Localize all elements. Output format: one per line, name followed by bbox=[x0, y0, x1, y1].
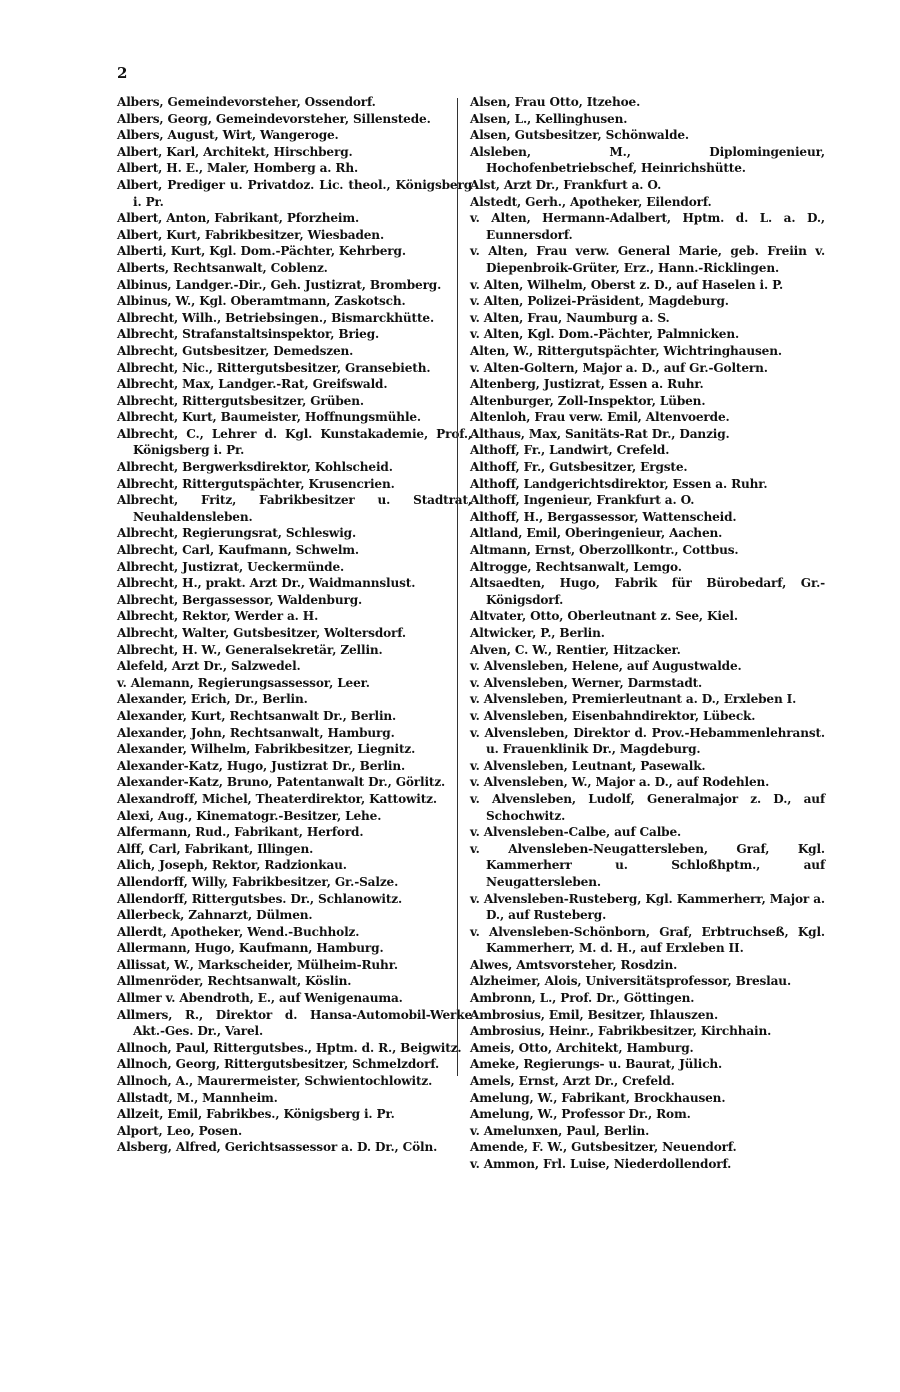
directory-entry: v. Alvensleben, Premierleutnant a. D., Erxleben I. bbox=[470, 692, 797, 707]
directory-entry: Altwicker, P., Berlin. bbox=[470, 626, 605, 640]
directory-entry: v. Alvensleben-Schönborn, Graf, Erbtruchseß, Kgl. Kammerherr, M. d. H., auf Erxleben II. bbox=[470, 924, 825, 956]
directory-entry: v. Alvensleben, Helene, auf Augustwalde. bbox=[470, 659, 742, 674]
directory-entry: v. Alten, Frau, Naumburg a. S. bbox=[470, 310, 670, 325]
directory-entry: Alsen, L., Kellinghusen. bbox=[470, 111, 628, 126]
directory-entry: Alsberg, Alfred, Gerichtsassessor a. D. Dr., Cöln. bbox=[117, 1140, 438, 1155]
directory-entry: Althoff, H., Bergassessor, Wattenscheid. bbox=[470, 509, 737, 524]
directory-entry: Altland, Emil, Oberingenieur, Aachen. bbox=[470, 526, 723, 541]
directory-entry: Allissat, W., Markscheider, Mülheim-Ruhr. bbox=[117, 957, 398, 972]
directory-entry: Altenburger, Zoll-Inspektor, Lüben. bbox=[470, 393, 706, 408]
directory-entry: Allerdt, Apotheker, Wend.-Buchholz. bbox=[117, 924, 360, 939]
directory-entry: Allnoch, Georg, Rittergutsbesitzer, Schmelzdorf. bbox=[117, 1057, 440, 1072]
directory-entry: v. Alten, Frau verw. General Marie, geb. Freiin v. Diepenbroik-Grüter, Erz., Hann.-Ricklingen. bbox=[470, 244, 825, 275]
directory-entry: v. Alvensleben-Rusteberg, Kgl. Kammerherr, Major a. D., auf Rusteberg. bbox=[470, 891, 825, 923]
directory-entry: Alberti, Kurt, Kgl. Dom.-Pächter, Kehrberg. bbox=[117, 244, 406, 259]
directory-entry: Althoff, Landgerichtsdirektor, Essen a. Ruhr. bbox=[470, 476, 768, 491]
directory-entry: Allstadt, M., Mannheim. bbox=[117, 1090, 278, 1105]
directory-entry: Ambrosius, Emil, Besitzer, Ihlauszen. bbox=[470, 1007, 718, 1022]
directory-entry: Albrecht, Carl, Kaufmann, Schwelm. bbox=[117, 543, 359, 558]
directory-entry: Albrecht, Strafanstaltsinspektor, Brieg. bbox=[117, 327, 380, 342]
directory-entry: Altenloh, Frau verw. Emil, Altenvoerde. bbox=[470, 410, 730, 425]
directory-entry: Albrecht, H. W., Generalsekretär, Zellin. bbox=[117, 642, 383, 657]
directory-entry: Alst, Arzt Dr., Frankfurt a. O. bbox=[470, 177, 662, 192]
directory-entry: Altsaedten, Hugo, Fabrik für Bürobedarf, Gr.-Königsdorf. bbox=[470, 576, 825, 607]
directory-entry: Altvater, Otto, Oberleutnant z. See, Kiel. bbox=[470, 609, 738, 624]
directory-entry: Albrecht, Max, Landger.-Rat, Greifswald. bbox=[117, 377, 388, 392]
directory-entry: Albers, Gemeindevorsteher, Ossendorf. bbox=[117, 95, 376, 109]
directory-entry: Alexander, John, Rechtsanwalt, Hamburg. bbox=[117, 725, 395, 740]
directory-entry: Albert, Anton, Fabrikant, Pforzheim. bbox=[117, 211, 360, 226]
directory-entry: v. Alten-Goltern, Major a. D., auf Gr.-Goltern. bbox=[470, 360, 768, 375]
directory-entry: Althoff, Fr., Landwirt, Crefeld. bbox=[470, 443, 670, 458]
directory-entry: Albrecht, Kurt, Baumeister, Hoffnungsmühle. bbox=[117, 410, 421, 425]
directory-entry: Alexander, Kurt, Rechtsanwalt Dr., Berlin. bbox=[117, 708, 397, 723]
directory-entry: v. Alvensleben, W., Major a. D., auf Rodehlen. bbox=[470, 775, 770, 790]
directory-entry: Alwes, Amtsvorsteher, Rosdzin. bbox=[470, 957, 678, 972]
directory-entry: Alfermann, Rud., Fabrikant, Herford. bbox=[117, 825, 364, 840]
directory-entry: Altenberg, Justizrat, Essen a. Ruhr. bbox=[470, 377, 704, 392]
directory-entry: Althaus, Max, Sanitäts-Rat Dr., Danzig. bbox=[470, 426, 730, 441]
right-column bbox=[470, 94, 825, 1173]
directory-entry: Albers, August, Wirt, Wangeroge. bbox=[117, 128, 339, 143]
directory-entry: Albert, Karl, Architekt, Hirschberg. bbox=[117, 144, 353, 159]
directory-entry: v. Alvensleben, Ludolf, Generalmajor z. D., auf Schochwitz. bbox=[470, 791, 825, 823]
directory-entry: Altrogge, Rechtsanwalt, Lemgo. bbox=[470, 559, 682, 574]
directory-entry: Amels, Ernst, Arzt Dr., Crefeld. bbox=[470, 1074, 675, 1089]
directory-entry: Amelung, W., Professor Dr., Rom. bbox=[470, 1107, 691, 1122]
directory-entry: Ambrosius, Heinr., Fabrikbesitzer, Kirchhain. bbox=[470, 1024, 772, 1039]
directory-entry: Amende, F. W., Gutsbesitzer, Neuendorf. bbox=[470, 1140, 737, 1155]
directory-entry: Allendorff, Rittergutsbes. Dr., Schlanowitz. bbox=[117, 891, 403, 906]
directory-entry: Ameke, Regierungs- u. Baurat, Jülich. bbox=[470, 1057, 723, 1072]
directory-entry: Albinus, Landger.-Dir., Geh. Justizrat, Bromberg. bbox=[117, 277, 442, 292]
directory-entry: Albrecht, Wilh., Betriebsingen., Bismarckhütte. bbox=[117, 310, 435, 325]
directory-entry: Alexander-Katz, Bruno, Patentanwalt Dr., Görlitz. bbox=[117, 775, 446, 790]
directory-entry: Ambronn, L., Prof. Dr., Göttingen. bbox=[470, 991, 695, 1006]
directory-entry: Alff, Carl, Fabrikant, Illingen. bbox=[117, 841, 314, 856]
directory-entry: Albrecht, H., prakt. Arzt Dr., Waidmannslust. bbox=[117, 576, 416, 591]
directory-entry: Altmann, Ernst, Oberzollkontr., Cottbus. bbox=[470, 543, 739, 558]
directory-entry: Allmers, R., Direktor d. Hansa-Automobil-Werke Akt.-Ges. Dr., Varel. bbox=[117, 1007, 472, 1039]
directory-entry: Amelung, W., Fabrikant, Brockhausen. bbox=[470, 1090, 726, 1105]
directory-entry: Albrecht, Nic., Rittergutsbesitzer, Gransebieth. bbox=[117, 360, 431, 375]
directory-entry: Albrecht, Rektor, Werder a. H. bbox=[117, 609, 319, 624]
directory-entry: Albrecht, Walter, Gutsbesitzer, Woltersdorf. bbox=[117, 626, 406, 640]
directory-entry: v. Alvensleben-Calbe, auf Calbe. bbox=[470, 825, 682, 840]
directory-entry: Allnoch, A., Maurermeister, Schwientochlowitz. bbox=[117, 1074, 433, 1089]
directory-entry: Alexandroff, Michel, Theaterdirektor, Kattowitz. bbox=[117, 791, 437, 806]
directory-entry: Alport, Leo, Posen. bbox=[117, 1123, 243, 1138]
left-column bbox=[117, 94, 472, 1156]
directory-entry: Albrecht, Bergwerksdirektor, Kohlscheid. bbox=[117, 460, 393, 475]
directory-entry: Albrecht, Justizrat, Ueckermünde. bbox=[117, 559, 345, 574]
directory-entry: Albrecht, Gutsbesitzer, Demedszen. bbox=[117, 343, 354, 358]
directory-entry: v. Alten, Polizei-Präsident, Magdeburg. bbox=[470, 294, 729, 309]
directory-entry: Alsleben, M., Diplomingenieur, Hochofenbetriebschef, Heinrichshütte. bbox=[470, 144, 825, 176]
directory-entry: v. Alvensleben, Eisenbahndirektor, Lübeck. bbox=[470, 708, 756, 723]
directory-entry: Alich, Joseph, Rektor, Radzionkau. bbox=[117, 858, 347, 873]
directory-entry: v. Amelunxen, Paul, Berlin. bbox=[470, 1123, 650, 1138]
directory-entry: Albrecht, Rittergutsbesitzer, Grüben. bbox=[117, 393, 364, 408]
directory-entry: Alsen, Gutsbesitzer, Schönwalde. bbox=[470, 128, 689, 143]
directory-entry: v. Ammon, Frl. Luise, Niederdollendorf. bbox=[470, 1157, 732, 1171]
directory-entry: Allmenröder, Rechtsanwalt, Köslin. bbox=[117, 974, 352, 989]
directory-entry: Albert, Kurt, Fabrikbesitzer, Wiesbaden. bbox=[117, 227, 385, 242]
directory-entry: v. Alvensleben, Leutnant, Pasewalk. bbox=[470, 758, 706, 773]
directory-entry: Allmer v. Abendroth, E., auf Wenigenauma. bbox=[117, 991, 403, 1006]
directory-entry: Allerbeck, Zahnarzt, Dülmen. bbox=[117, 908, 313, 923]
directory-entry: Alzheimer, Alois, Universitätsprofessor, Breslau. bbox=[470, 974, 792, 989]
directory-entry: Albinus, W., Kgl. Oberamtmann, Zaskotsch. bbox=[117, 294, 406, 309]
column-divider bbox=[457, 98, 458, 1076]
directory-entry: Allermann, Hugo, Kaufmann, Hamburg. bbox=[117, 941, 384, 956]
directory-entry: Allendorff, Willy, Fabrikbesitzer, Gr.-Salze. bbox=[117, 874, 399, 889]
directory-entry: Ameis, Otto, Architekt, Hamburg. bbox=[470, 1040, 694, 1055]
directory-entry: Alsen, Frau Otto, Itzehoe. bbox=[470, 95, 641, 109]
directory-entry: v. Alvensleben-Neugattersleben, Graf, Kgl. Kammerherr u. Schloßhptm., auf Neugattersleben. bbox=[470, 841, 825, 889]
directory-entry: v. Alvensleben, Werner, Darmstadt. bbox=[470, 675, 703, 690]
directory-entry: Alexander-Katz, Hugo, Justizrat Dr., Berlin. bbox=[117, 758, 406, 773]
page-number: 2 bbox=[117, 64, 128, 82]
directory-entry: Albrecht, Fritz, Fabrikbesitzer u. Stadtrat, Neuhaldensleben. bbox=[117, 493, 472, 524]
directory-entry: Albrecht, Bergassessor, Waldenburg. bbox=[117, 592, 363, 607]
directory-entry: Alexander, Erich, Dr., Berlin. bbox=[117, 692, 308, 707]
directory-entry: Albrecht, C., Lehrer d. Kgl. Kunstakademie, Prof., Königsberg i. Pr. bbox=[117, 426, 472, 458]
directory-entry: v. Alten, Wilhelm, Oberst z. D., auf Haselen i. P. bbox=[470, 277, 784, 292]
directory-entry: Alexander, Wilhelm, Fabrikbesitzer, Liegnitz. bbox=[117, 742, 416, 757]
directory-entry: Alefeld, Arzt Dr., Salzwedel. bbox=[117, 659, 301, 674]
directory-entry: v. Alvensleben, Direktor d. Prov.-Hebammenlehranst. u. Frauenklinik Dr., Magdeburg. bbox=[470, 725, 825, 757]
directory-entry: Albrecht, Rittergutspächter, Krusencrien. bbox=[117, 476, 395, 491]
directory-entry: Althoff, Ingenieur, Frankfurt a. O. bbox=[470, 493, 695, 508]
directory-entry: Albrecht, Regierungsrat, Schleswig. bbox=[117, 526, 356, 541]
directory-entry: Althoff, Fr., Gutsbesitzer, Ergste. bbox=[470, 460, 688, 475]
directory-entry: Alberts, Rechtsanwalt, Coblenz. bbox=[117, 260, 328, 275]
directory-entry: v. Alemann, Regierungsassessor, Leer. bbox=[117, 675, 370, 690]
directory-entry: Alexi, Aug., Kinematogr.-Besitzer, Lehe. bbox=[117, 808, 382, 823]
directory-entry: v. Alten, Kgl. Dom.-Pächter, Palmnicken. bbox=[470, 327, 740, 342]
directory-entry: Albers, Georg, Gemeindevorsteher, Sillenstede. bbox=[117, 111, 431, 126]
directory-entry: Alten, W., Rittergutspächter, Wichtringhausen. bbox=[470, 343, 782, 358]
directory-entry: Alven, C. W., Rentier, Hitzacker. bbox=[470, 642, 681, 657]
directory-entry: v. Alten, Hermann-Adalbert, Hptm. d. L. a. D., Eunnersdorf. bbox=[470, 211, 825, 242]
directory-entry: Albert, Prediger u. Privatdoz. Lic. theol., Königsberg i. Pr. bbox=[117, 177, 472, 209]
directory-entry: Allzeit, Emil, Fabrikbes., Königsberg i. Pr. bbox=[117, 1107, 395, 1122]
directory-entry: Alstedt, Gerh., Apotheker, Eilendorf. bbox=[470, 194, 712, 209]
directory-entry: Allnoch, Paul, Rittergutsbes., Hptm. d. R., Beigwitz. bbox=[117, 1040, 462, 1055]
directory-entry: Albert, H. E., Maler, Homberg a. Rh. bbox=[117, 161, 359, 176]
